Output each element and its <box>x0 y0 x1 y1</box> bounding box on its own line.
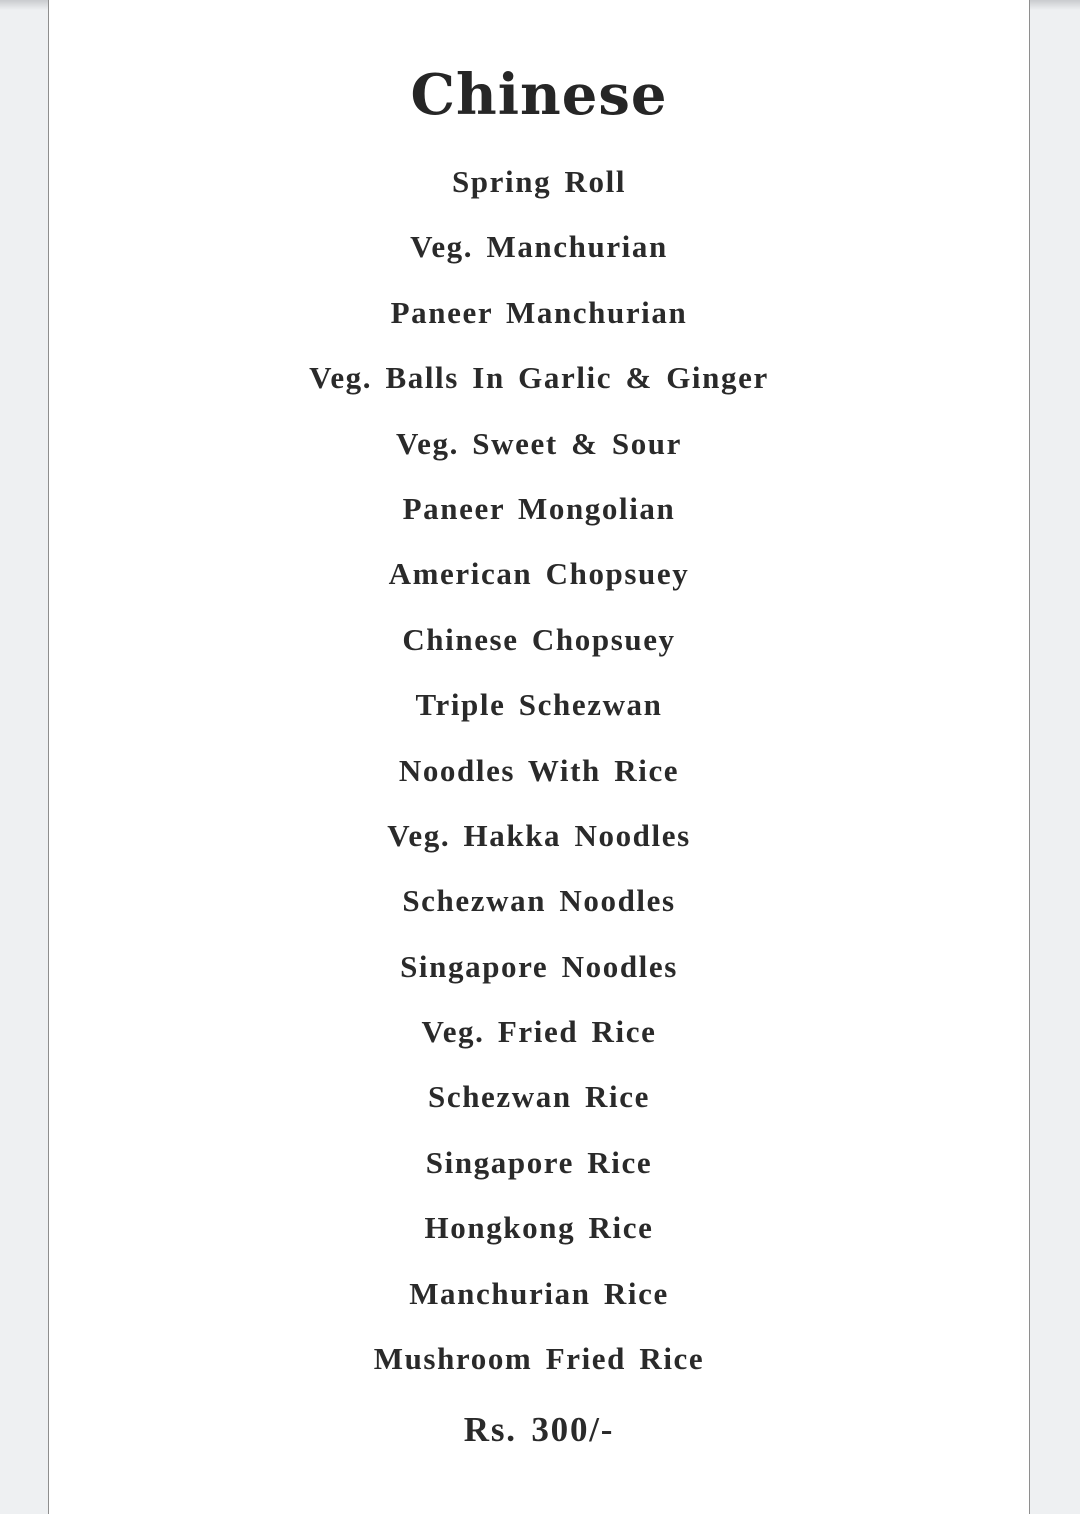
menu-item: American Chopsuey <box>388 556 690 592</box>
menu-item: Manchurian Rice <box>409 1275 669 1311</box>
menu-item: Veg. Balls In Garlic & Ginger <box>309 360 769 396</box>
menu-item-list <box>49 158 1029 1400</box>
document-page[interactable] <box>48 0 1030 1514</box>
menu-item: Paneer Manchurian <box>390 294 688 330</box>
menu-item: Veg. Manchurian <box>410 229 668 265</box>
menu-item: Veg. Fried Rice <box>421 1014 657 1050</box>
menu-item: Paneer Mongolian <box>402 490 676 526</box>
menu-item: Schezwan Rice <box>428 1079 650 1115</box>
menu-item: Chinese Chopsuey <box>402 621 676 657</box>
menu-item: Veg. Sweet & Sour <box>395 425 683 461</box>
menu-item: Noodles With Rice <box>398 752 680 788</box>
menu-item: Spring Roll <box>451 164 627 199</box>
menu-item: Mushroom Fried Rice <box>373 1341 705 1377</box>
menu-item: Veg. Hakka Noodles <box>387 817 691 853</box>
menu-item: Singapore Noodles <box>400 948 678 984</box>
menu-item: Hongkong Rice <box>424 1210 654 1246</box>
menu-item: Schezwan Noodles <box>402 883 676 919</box>
menu-item: Singapore Rice <box>425 1144 653 1180</box>
menu-item: Triple Schezwan <box>415 687 663 723</box>
menu-price: Rs. 300/- <box>463 1410 615 1449</box>
menu-title: Chinese <box>410 62 668 128</box>
